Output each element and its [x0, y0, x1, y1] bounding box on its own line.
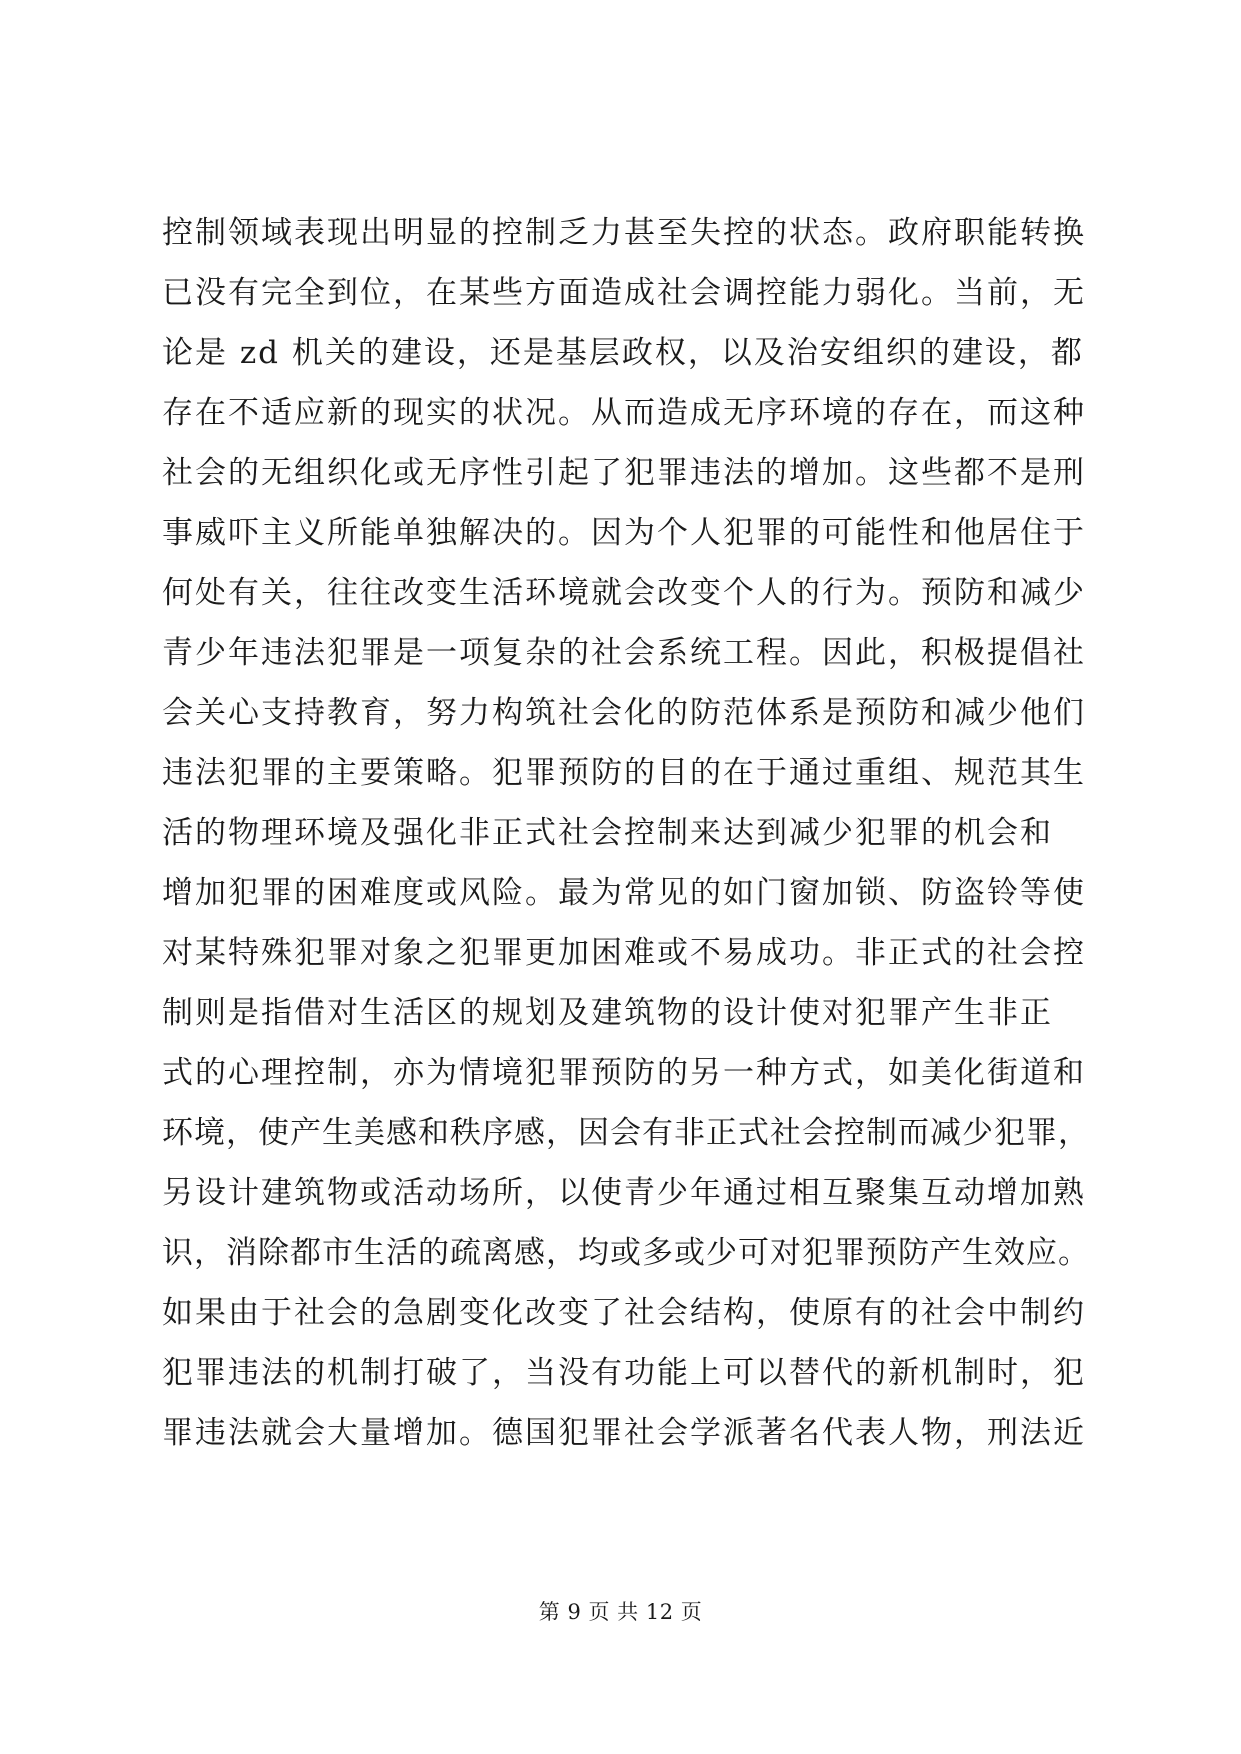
text-line: 罪违法就会大量增加。德国犯罪社会学派著名代表人物，刑法近	[162, 1415, 1086, 1451]
text-line: 控制领域表现出明显的控制乏力甚至失控的状态。政府职能转换	[162, 215, 1086, 251]
text-line: 识，消除都市生活的疏离感，均或多或少可对犯罪预防产生效应。	[162, 1235, 1090, 1271]
text-line: 环境，使产生美感和秩序感，因会有非正式社会控制而减少犯罪，	[162, 1115, 1090, 1151]
page-number-label: 第 9 页 共 12 页	[538, 1600, 703, 1624]
text-line: 活的物理环境及强化非正式社会控制来达到减少犯罪的机会和	[162, 815, 1053, 851]
text-line: 已没有完全到位，在某些方面造成社会调控能力弱化。当前，无	[162, 275, 1086, 311]
text-line: 存在不适应新的现实的状况。从而造成无序环境的存在，而这种	[162, 395, 1086, 431]
page-footer	[0, 1598, 1241, 1626]
text-line: 青少年违法犯罪是一项复杂的社会系统工程。因此，积极提倡社	[162, 635, 1086, 671]
text-line: 何处有关，往往改变生活环境就会改变个人的行为。预防和减少	[162, 575, 1086, 611]
text-line: 社会的无组织化或无序性引起了犯罪违法的增加。这些都不是刑	[162, 455, 1086, 491]
text-line: 对某特殊犯罪对象之犯罪更加困难或不易成功。非正式的社会控	[162, 935, 1086, 971]
text-line: 论是 zd 机关的建设，还是基层政权，以及治安组织的建设，都	[162, 335, 1084, 371]
text-line: 事威吓主义所能单独解决的。因为个人犯罪的可能性和他居住于	[162, 515, 1086, 551]
text-line: 式的心理控制，亦为情境犯罪预防的另一种方式，如美化街道和	[162, 1055, 1086, 1091]
text-line: 如果由于社会的急剧变化改变了社会结构，使原有的社会中制约	[162, 1295, 1086, 1331]
text-line: 会关心支持教育，努力构筑社会化的防范体系是预防和减少他们	[162, 695, 1086, 731]
text-line: 违法犯罪的主要策略。犯罪预防的目的在于通过重组、规范其生	[162, 755, 1086, 791]
text-line: 增加犯罪的困难度或风险。最为常见的如门窗加锁、防盗铃等使	[162, 875, 1086, 911]
text-line: 犯罪违法的机制打破了，当没有功能上可以替代的新机制时，犯	[162, 1355, 1086, 1391]
text-line: 另设计建筑物或活动场所，以使青少年通过相互聚集互动增加熟	[162, 1175, 1086, 1211]
text-line: 制则是指借对生活区的规划及建筑物的设计使对犯罪产生非正	[162, 995, 1053, 1031]
